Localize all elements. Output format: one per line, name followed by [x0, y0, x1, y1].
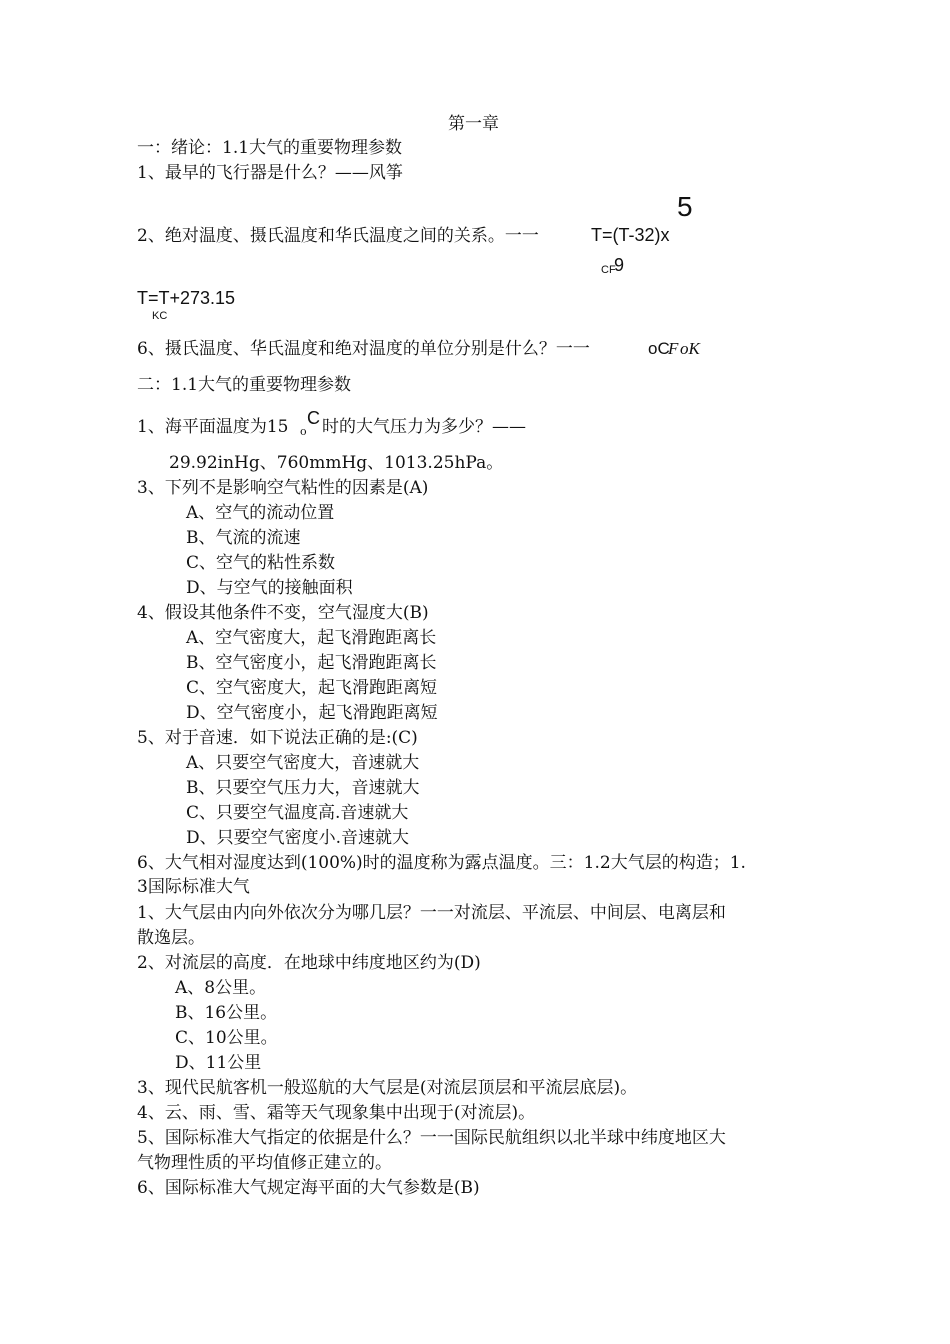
question-line: 4、假设其他条件不变，空气湿度大(B) [137, 603, 429, 623]
unit-celsius: C [307, 408, 320, 428]
option-line: A、只要空气密度大，音速就大 [186, 753, 420, 773]
option-line: D、11公里 [175, 1053, 262, 1073]
section-heading-1: 一：绪论：1.1大气的重要物理参数 [137, 138, 403, 158]
question-line: 2、对流层的高度．在地球中纬度地区约为(D) [137, 953, 481, 973]
option-line: D、与空气的接触面积 [186, 578, 353, 598]
question-line: 气物理性质的平均值修正建立的。 [137, 1153, 392, 1173]
question-line: 6、摄氏温度、华氏温度和绝对温度的单位分别是什么？一一 [137, 339, 590, 359]
option-line: B、16公里。 [175, 1003, 278, 1023]
option-line: A、空气密度大，起飞滑跑距离长 [186, 628, 437, 648]
question-line: 3、现代民航客机一般巡航的大气层是(对流层顶层和平流层底层)。 [137, 1078, 638, 1098]
question-line: 6、国际标准大气规定海平面的大气参数是(B) [137, 1178, 480, 1198]
question-line: 4、云、雨、雪、霜等天气现象集中出现于(对流层)。 [137, 1103, 536, 1123]
formula-fraction-denominator: 9 [614, 255, 625, 275]
question-line: 6、大气相对湿度达到(100%)时的温度称为露点温度。三：1.2大气层的构造；1. [137, 853, 746, 873]
formula-subscript: CF [601, 264, 616, 276]
question-line: 1、海平面温度为15 [137, 417, 289, 437]
option-line: D、空气密度小，起飞滑跑距离短 [186, 703, 438, 723]
unit-fahrenheit: F [668, 339, 679, 358]
option-line: B、空气密度小，起飞滑跑距离长 [186, 653, 437, 673]
option-line: C、空气密度大，起飞滑跑距离短 [186, 678, 438, 698]
option-line: B、只要空气压力大，音速就大 [186, 778, 420, 798]
option-line: D、只要空气密度小.音速就大 [186, 828, 410, 848]
section-heading-3: 3国际标准大气 [137, 877, 250, 897]
question-line: 1、最早的飞行器是什么？——风筝 [137, 163, 403, 183]
option-line: A、8公里。 [175, 978, 267, 998]
question-line: 1、大气层由内向外依次分为哪几层？一一对流层、平流层、中间层、电离层和 [137, 903, 726, 923]
formula-text: T=T+273.15 [137, 288, 236, 308]
unit-kelvin: oK [680, 339, 700, 358]
chapter-title: 第一章 [448, 114, 499, 134]
question-line: 5、对于音速．如下说法正确的是:(C) [137, 728, 418, 748]
unit-celsius: oC [648, 339, 670, 358]
question-line: 散逸层。 [137, 928, 205, 948]
option-line: C、空气的粘性系数 [186, 553, 336, 573]
option-line: C、10公里。 [175, 1028, 278, 1048]
option-line: C、只要空气温度高.音速就大 [186, 803, 409, 823]
formula-subscript: KC [152, 310, 168, 322]
section-heading-2: 二：1.1大气的重要物理参数 [137, 375, 352, 395]
question-line: 2、绝对温度、摄氏温度和华氏温度之间的关系。一一 [137, 226, 539, 246]
option-line: A、空气的流动位置 [186, 503, 335, 523]
question-line: 5、国际标准大气指定的依据是什么？一一国际民航组织以北半球中纬度地区大 [137, 1128, 726, 1148]
degree-mark: o [300, 425, 307, 438]
question-line: 时的大气压力为多少？—— [322, 417, 526, 437]
answer-line: 29.92inHg、760mmHg、1013.25hPa。 [169, 453, 504, 473]
formula-text: T=(T-32)x [591, 225, 670, 245]
option-line: B、气流的流速 [186, 528, 301, 548]
formula-fraction-numerator: 5 [677, 191, 693, 222]
question-line: 3、下列不是影响空气粘性的因素是(A) [137, 478, 429, 498]
